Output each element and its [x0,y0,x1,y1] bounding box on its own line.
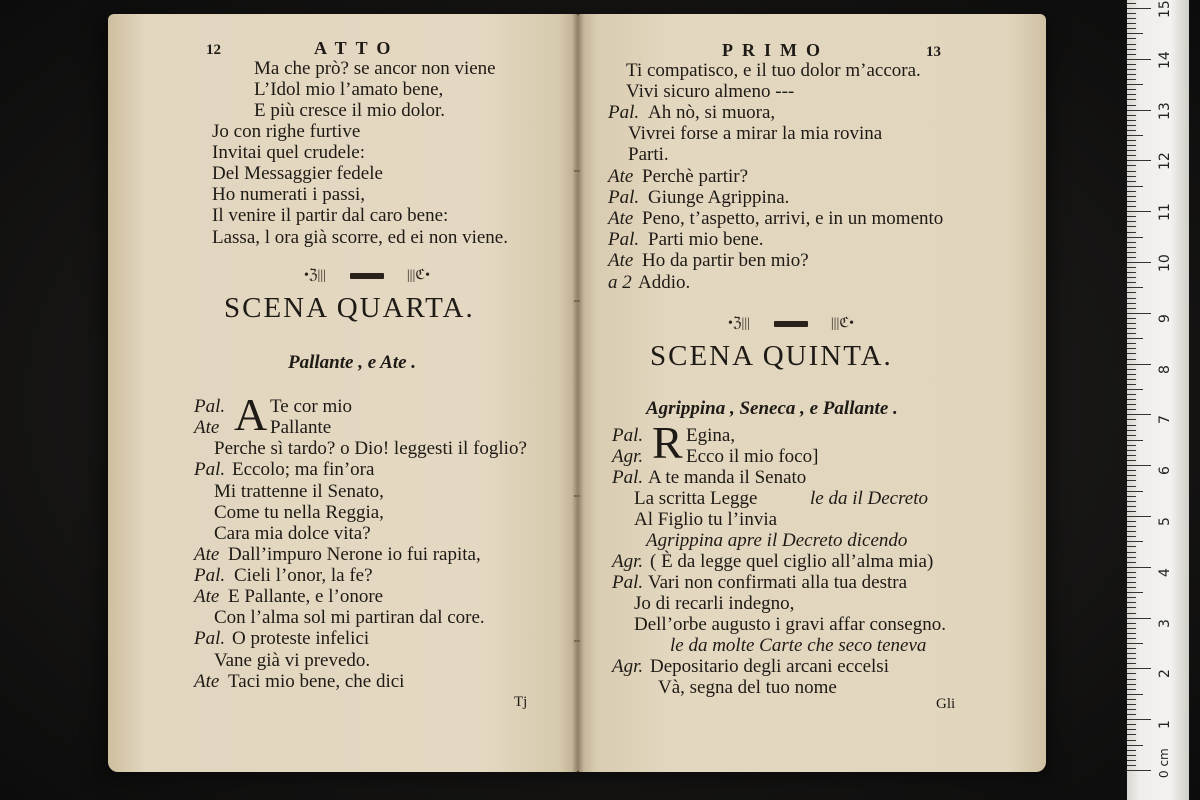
dialogue-line: Ho da partir ben mio? [642,250,809,271]
speaker-label: Ate [194,586,220,607]
dialogue-line: Perchè partir? [642,166,749,187]
stage-direction: Agrippina apre il Decreto dicendo [646,530,908,551]
right-running-header: PRIMO [722,40,829,60]
dialogue-line: Al Figlio tu l’invia [634,509,778,530]
ruler-tick [1127,577,1136,578]
binding-stitch [574,300,580,302]
ruler-tick [1127,501,1136,502]
speaker-label: Pal. [608,187,640,208]
dialogue-line: Jo di recarli indegno, [634,593,795,614]
ruler-cm-label: 2 [1157,669,1173,679]
ruler-tick [1127,150,1136,151]
ruler-tick [1127,74,1136,75]
ruler-tick [1127,419,1136,420]
ruler-tick [1127,216,1136,217]
ruler-tick [1127,303,1136,304]
ruler-tick [1127,653,1136,654]
dialogue-line: La scritta Legge [634,488,758,509]
ruler-tick [1127,308,1136,309]
ruler-unit-label: 0 cm [1157,748,1171,778]
ruler-tick [1127,196,1136,197]
dialogue-line: Taci mio bene, che dici [228,671,405,692]
left-page [108,14,578,772]
stage-direction: le da il Decreto [810,488,929,509]
dialogue-line: Giunge Agrippina. [648,187,790,208]
speaker-label: Pal. [612,572,644,593]
ruler-tick [1127,623,1136,624]
ruler-tick [1127,729,1136,730]
ruler-tick [1127,425,1136,426]
ruler-tick [1127,171,1136,172]
ruler-tick [1127,724,1136,725]
dialogue-line: Dell’orbe augusto i gravi affar consegno. [634,614,946,635]
ruler-tick [1127,369,1136,370]
ruler-tick [1127,33,1143,34]
ruler-tick [1127,272,1136,273]
verse-line: Il venire il partir dal caro bene: [212,205,449,226]
book-gutter [572,14,584,772]
right-page-number: 13 [926,44,941,60]
ruler-tick [1127,719,1151,720]
binding-stitch [574,495,580,497]
dialogue-line: Eccolo; ma fin’ora [232,459,375,480]
ruler-tick [1127,318,1136,319]
speaker-label: Ate [608,166,634,187]
ruler-tick [1127,668,1151,669]
dialogue-line: Vane già vi prevedo. [214,650,371,671]
ruler-tick [1127,262,1151,263]
ruler-tick [1127,445,1136,446]
ruler-tick [1127,414,1151,415]
ruler-tick [1127,562,1136,563]
ruler-tick [1127,282,1136,283]
ruler-tick [1127,292,1136,293]
ruler-tick [1127,475,1136,476]
dialogue-line: Depositario degli arcani eccelsi [650,656,889,677]
dialogue-line: Vari non confirmati alla tua destra [648,572,908,593]
ruler-tick [1127,618,1151,619]
ruler-tick [1127,201,1136,202]
ruler-tick [1127,486,1136,487]
ruler-tick [1127,714,1136,715]
ruler-tick [1127,3,1136,4]
ruler-tick [1127,298,1136,299]
ruler-tick [1127,221,1136,222]
ruler-tick [1127,699,1136,700]
catchword: Gli [936,696,956,712]
ruler-tick [1127,84,1143,85]
ruler-tick [1127,226,1136,227]
ruler-tick [1127,526,1136,527]
ruler-tick [1127,186,1143,187]
dialogue-line: Come tu nella Reggia, [214,502,384,523]
ruler-tick [1127,745,1143,746]
ruler-tick [1127,658,1136,659]
ruler-tick [1127,455,1136,456]
binding-stitch [574,640,580,642]
ruler-cm-label: 3 [1157,618,1173,628]
ruler-cm-label: 5 [1157,517,1173,526]
ruler-tick [1127,64,1136,65]
dialogue-line: Cara mia dolce vita? [214,523,371,544]
ruler-tick [1127,399,1136,400]
ruler-tick [1127,679,1136,680]
ruler-tick [1127,242,1136,243]
ruler-tick [1127,69,1136,70]
ruler-tick [1127,8,1151,9]
speaker-label: Pal. [612,467,644,488]
dialogue-line: Egina, [686,425,736,446]
ruler-tick [1127,23,1136,24]
ruler-cm-label: 13 [1157,101,1173,120]
ruler-tick [1127,176,1136,177]
stage-direction: le da molte Carte che seco teneva [670,635,927,656]
ruler-tick [1127,511,1136,512]
ruler-tick [1127,155,1136,156]
ruler-tick [1127,435,1136,436]
dialogue-line: A te manda il Senato [648,467,807,488]
drop-cap: R [652,417,683,468]
speaker-label: Ate [608,250,634,271]
speaker-label: a 2 [608,272,632,293]
printer-ornament: •ℨ||| |||ℭ• [728,316,854,331]
ruler-tick [1127,531,1136,532]
right-page [578,14,1046,772]
ruler-tick [1127,755,1136,756]
ruler-tick [1127,110,1151,111]
dialogue-line: Parti. [628,144,669,165]
ruler-tick [1127,323,1136,324]
ruler-tick [1127,237,1143,238]
verse-line: Del Messaggier fedele [212,163,383,184]
dialogue-line: Pallante [270,417,332,438]
ruler-tick [1127,28,1136,29]
ruler-tick [1127,389,1143,390]
ruler-tick [1127,709,1136,710]
dialogue-line: Ah nò, si muora, [648,102,776,123]
measurement-ruler [1127,0,1189,800]
ruler-tick [1127,643,1143,644]
left-page-number: 12 [206,42,221,58]
ruler-tick [1127,673,1136,674]
speaker-label: Ate [194,417,220,438]
ruler-cm-label: 15 [1157,0,1173,18]
ruler-tick [1127,252,1136,253]
ruler-tick [1127,663,1136,664]
ruler-tick [1127,359,1136,360]
ruler-tick [1127,628,1136,629]
ruler-tick [1127,89,1136,90]
ruler-cm-label: 6 [1157,466,1173,476]
dialogue-line: Con l’alma sol mi partiran dal core. [214,607,485,628]
ruler-tick [1127,633,1136,634]
ruler-tick [1127,450,1136,451]
ruler-tick [1127,191,1136,192]
ruler-tick [1127,267,1136,268]
dialogue-line: Perche sì tardo? o Dio! leggesti il foglio? [214,438,527,459]
ruler-cm-label: 4 [1157,567,1173,577]
ruler-tick [1127,648,1136,649]
ruler-tick [1127,552,1136,553]
ruler-tick [1127,287,1143,288]
ruler-tick [1127,465,1151,466]
ruler-tick [1127,770,1151,771]
ruler-tick [1127,506,1136,507]
ruler-tick [1127,689,1136,690]
dialogue-line: Addio. [638,272,691,293]
dialogue-line: Và, segna del tuo nome [658,677,837,698]
ruler-tick [1127,211,1151,212]
speaker-label: Ate [194,671,220,692]
ruler-tick [1127,394,1136,395]
ruler-tick [1127,257,1136,258]
ruler-tick [1127,684,1136,685]
ruler-tick [1127,49,1136,50]
dialogue-line: Ti compatisco, e il tuo dolor m’accora. [626,60,921,81]
ruler-tick [1127,430,1136,431]
ruler-tick [1127,404,1136,405]
speaker-label: Pal. [194,628,226,649]
ruler-tick [1127,460,1136,461]
ruler-tick [1127,613,1136,614]
ruler-tick [1127,105,1136,106]
ruler-cm-label: 8 [1157,364,1173,374]
ruler-tick [1127,734,1136,735]
ruler-tick [1127,694,1143,695]
ruler-tick [1127,343,1136,344]
ruler-cm-label: 10 [1157,254,1173,272]
dialogue-line: Ecco il mio foco] [686,446,819,467]
dialogue-line: ( È da legge quel ciglio all’alma mia) [650,551,934,572]
ruler-tick [1127,79,1136,80]
ruler-tick [1127,765,1136,766]
ruler-tick [1127,379,1136,380]
binding-stitch [574,170,580,172]
ruler-tick [1127,277,1136,278]
ruler-tick [1127,384,1136,385]
ruler-tick [1127,130,1136,131]
ruler-tick [1127,206,1136,207]
verse-line: Lassa, l ora già scorre, ed ei non viene. [212,227,508,248]
speaker-label: Agr. [612,656,644,677]
ruler-tick [1127,470,1136,471]
ruler-tick [1127,313,1151,314]
ruler-tick [1127,409,1136,410]
dialogue-line: Te cor mio [270,396,353,417]
ruler-tick [1127,348,1136,349]
ruler-tick [1127,232,1136,233]
verse-line: L’Idol mio l’amato bene, [254,79,444,100]
ruler-tick [1127,44,1136,45]
scene-cast: Agrippina , Seneca , e Pallante . [646,398,898,419]
dialogue-line: Vivi sicuro almeno --- [626,81,795,102]
ruler-tick [1127,572,1136,573]
ruler-tick [1127,607,1136,608]
ruler-tick [1127,140,1136,141]
ruler-tick [1127,13,1136,14]
ruler-tick [1127,145,1136,146]
ruler-tick [1127,247,1136,248]
ruler-tick [1127,740,1136,741]
ruler-tick [1127,750,1136,751]
ruler-tick [1127,333,1136,334]
verse-line: Ho numerati i passi, [212,184,366,205]
ruler-tick [1127,135,1143,136]
ruler-tick [1127,496,1136,497]
dialogue-line: Peno, t’aspetto, arrivi, e in un momento [642,208,944,229]
speaker-label: Agr. [612,551,644,572]
ruler-tick [1127,120,1136,121]
ruler-tick [1127,364,1151,365]
speaker-label: Pal. [194,565,226,586]
ruler-tick [1127,480,1136,481]
scene-cast: Pallante , e Ate . [288,352,417,373]
ruler-tick [1127,567,1151,568]
ruler-tick [1127,160,1151,161]
ruler-tick [1127,338,1143,339]
ruler-tick [1127,602,1136,603]
ruler-tick [1127,59,1151,60]
speaker-label: Pal. [194,459,226,480]
ruler-tick [1127,99,1136,100]
dialogue-line: Dall’impuro Nerone io fui rapita, [228,544,481,565]
ruler-tick [1127,165,1136,166]
dialogue-line: Parti mio bene. [648,229,764,250]
scene-title: SCENA QUINTA. [650,340,893,372]
dialogue-line: E Pallante, e l’onore [228,586,384,607]
verse-line: E più cresce il mio dolor. [254,100,446,121]
dialogue-line: Mi trattenne il Senato, [214,481,384,502]
speaker-label: Ate [608,208,634,229]
verse-line: Jo con righe furtive [212,121,361,142]
ruler-tick [1127,592,1143,593]
ruler-tick [1127,521,1136,522]
ruler-tick [1127,54,1136,55]
ruler-tick [1127,597,1136,598]
speaker-label: Agr. [612,446,644,467]
speaker-label: Pal. [194,396,226,417]
ruler-tick [1127,760,1136,761]
ruler-tick [1127,587,1136,588]
scene-title: SCENA QUARTA. [224,292,475,324]
ruler-tick [1127,536,1136,537]
ruler-tick [1127,557,1136,558]
ruler-tick [1127,704,1136,705]
dialogue-line: O proteste infelici [232,628,370,649]
ruler-tick [1127,38,1136,39]
dialogue-line: Cieli l’onor, la fe? [234,565,373,586]
speaker-label: Ate [194,544,220,565]
ruler-cm-label: 12 [1157,152,1173,171]
ruler-cm-label: 7 [1157,415,1173,425]
ruler-cm-label: 11 [1157,203,1173,222]
speaker-label: Pal. [612,425,644,446]
ruler-tick [1127,491,1143,492]
ruler-tick [1127,18,1136,19]
ruler-tick [1127,440,1143,441]
ruler-tick [1127,516,1151,517]
ruler-tick [1127,374,1136,375]
ruler-tick [1127,94,1136,95]
ruler-tick [1127,328,1136,329]
speaker-label: Pal. [608,229,640,250]
verse-line: Ma che prò? se ancor non viene [254,58,496,79]
left-running-header: ATTO [314,38,400,58]
ruler-cm-label: 9 [1157,313,1173,323]
drop-cap: A [234,389,268,440]
ruler-tick [1127,181,1136,182]
verse-line: Invitai quel crudele: [212,142,365,163]
ruler-tick [1127,125,1136,126]
catchword: Tj [514,694,528,710]
ruler-tick [1127,115,1136,116]
printer-ornament: •ℨ||| |||ℭ• [304,268,430,283]
speaker-label: Pal. [608,102,640,123]
ruler-tick [1127,353,1136,354]
ruler-cm-label: 14 [1157,50,1173,69]
ruler-tick [1127,582,1136,583]
dialogue-line: Vivrei forse a mirar la mia rovina [628,123,883,144]
ruler-cm-label: 1 [1157,720,1173,730]
ruler-tick [1127,638,1136,639]
ruler-tick [1127,541,1143,542]
ruler-tick [1127,546,1136,547]
